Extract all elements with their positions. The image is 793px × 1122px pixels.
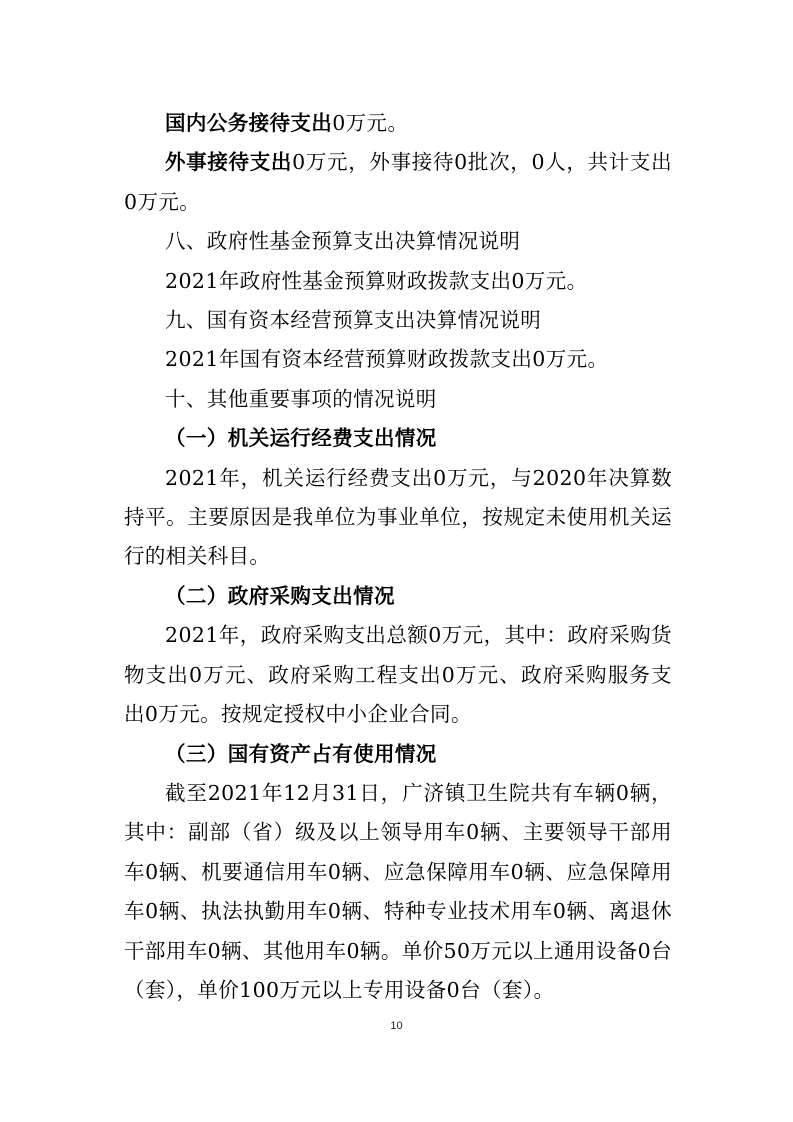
paragraph-text: 0万元。 [332,111,409,135]
page-number: 10 [390,1020,403,1032]
paragraph-text: 0万元，外事接待0批次，0人，共计支出0万元。 [124,150,672,214]
document-body [124,104,672,1010]
paragraph-foreign-reception [124,143,672,222]
paragraph-state-assets: 截至2021年12月31日，广济镇卫生院共有车辆0辆，其中：副部（省）级及以上领导用车0辆、主要领导干部用车0辆、机要通信用车0辆、应急保障用车0辆、应急保障用车0辆、执法执勤用车0辆、特种专业技术用车0辆、离退休干部用车0辆、其他用车0辆。单价50万元以上通用设备0台（套），单价100万元以上专用设备0台（套）。 [124,780,672,1002]
paragraph-lead: 外事接待支出 [165,150,293,175]
section-heading-9: 九、国有资本经营预算支出决算情况说明 [165,308,542,333]
paragraph-gov-fund: 2021年政府性基金预算财政拨款支出0万元。 [165,268,588,293]
section-heading-8: 八、政府性基金预算支出决算情况说明 [165,229,521,254]
paragraph-domestic-reception [124,104,672,143]
section-heading-10: 十、其他重要事项的情况说明 [165,386,437,411]
subheading-procurement: （二）政府采购支出情况 [165,583,395,608]
subheading-state-assets: （三）国有资产占有使用情况 [165,741,437,766]
paragraph-state-capital: 2021年国有资本经营预算财政拨款支出0万元。 [165,347,609,372]
subheading-operating-expenses: （一）机关运行经费支出情况 [165,426,437,451]
paragraph-procurement: 2021年，政府采购支出总额0万元，其中：政府采购货物支出0万元、政府采购工程支出0万元、政府采购服务支出0万元。按规定授权中小企业合同。 [124,623,672,727]
paragraph-lead: 国内公务接待支出 [165,111,333,135]
paragraph-operating-expenses: 2021年，机关运行经费支出0万元，与2020年决算数持平。主要原因是我单位为事业单位，按规定未使用机关运行的相关科目。 [124,465,672,569]
